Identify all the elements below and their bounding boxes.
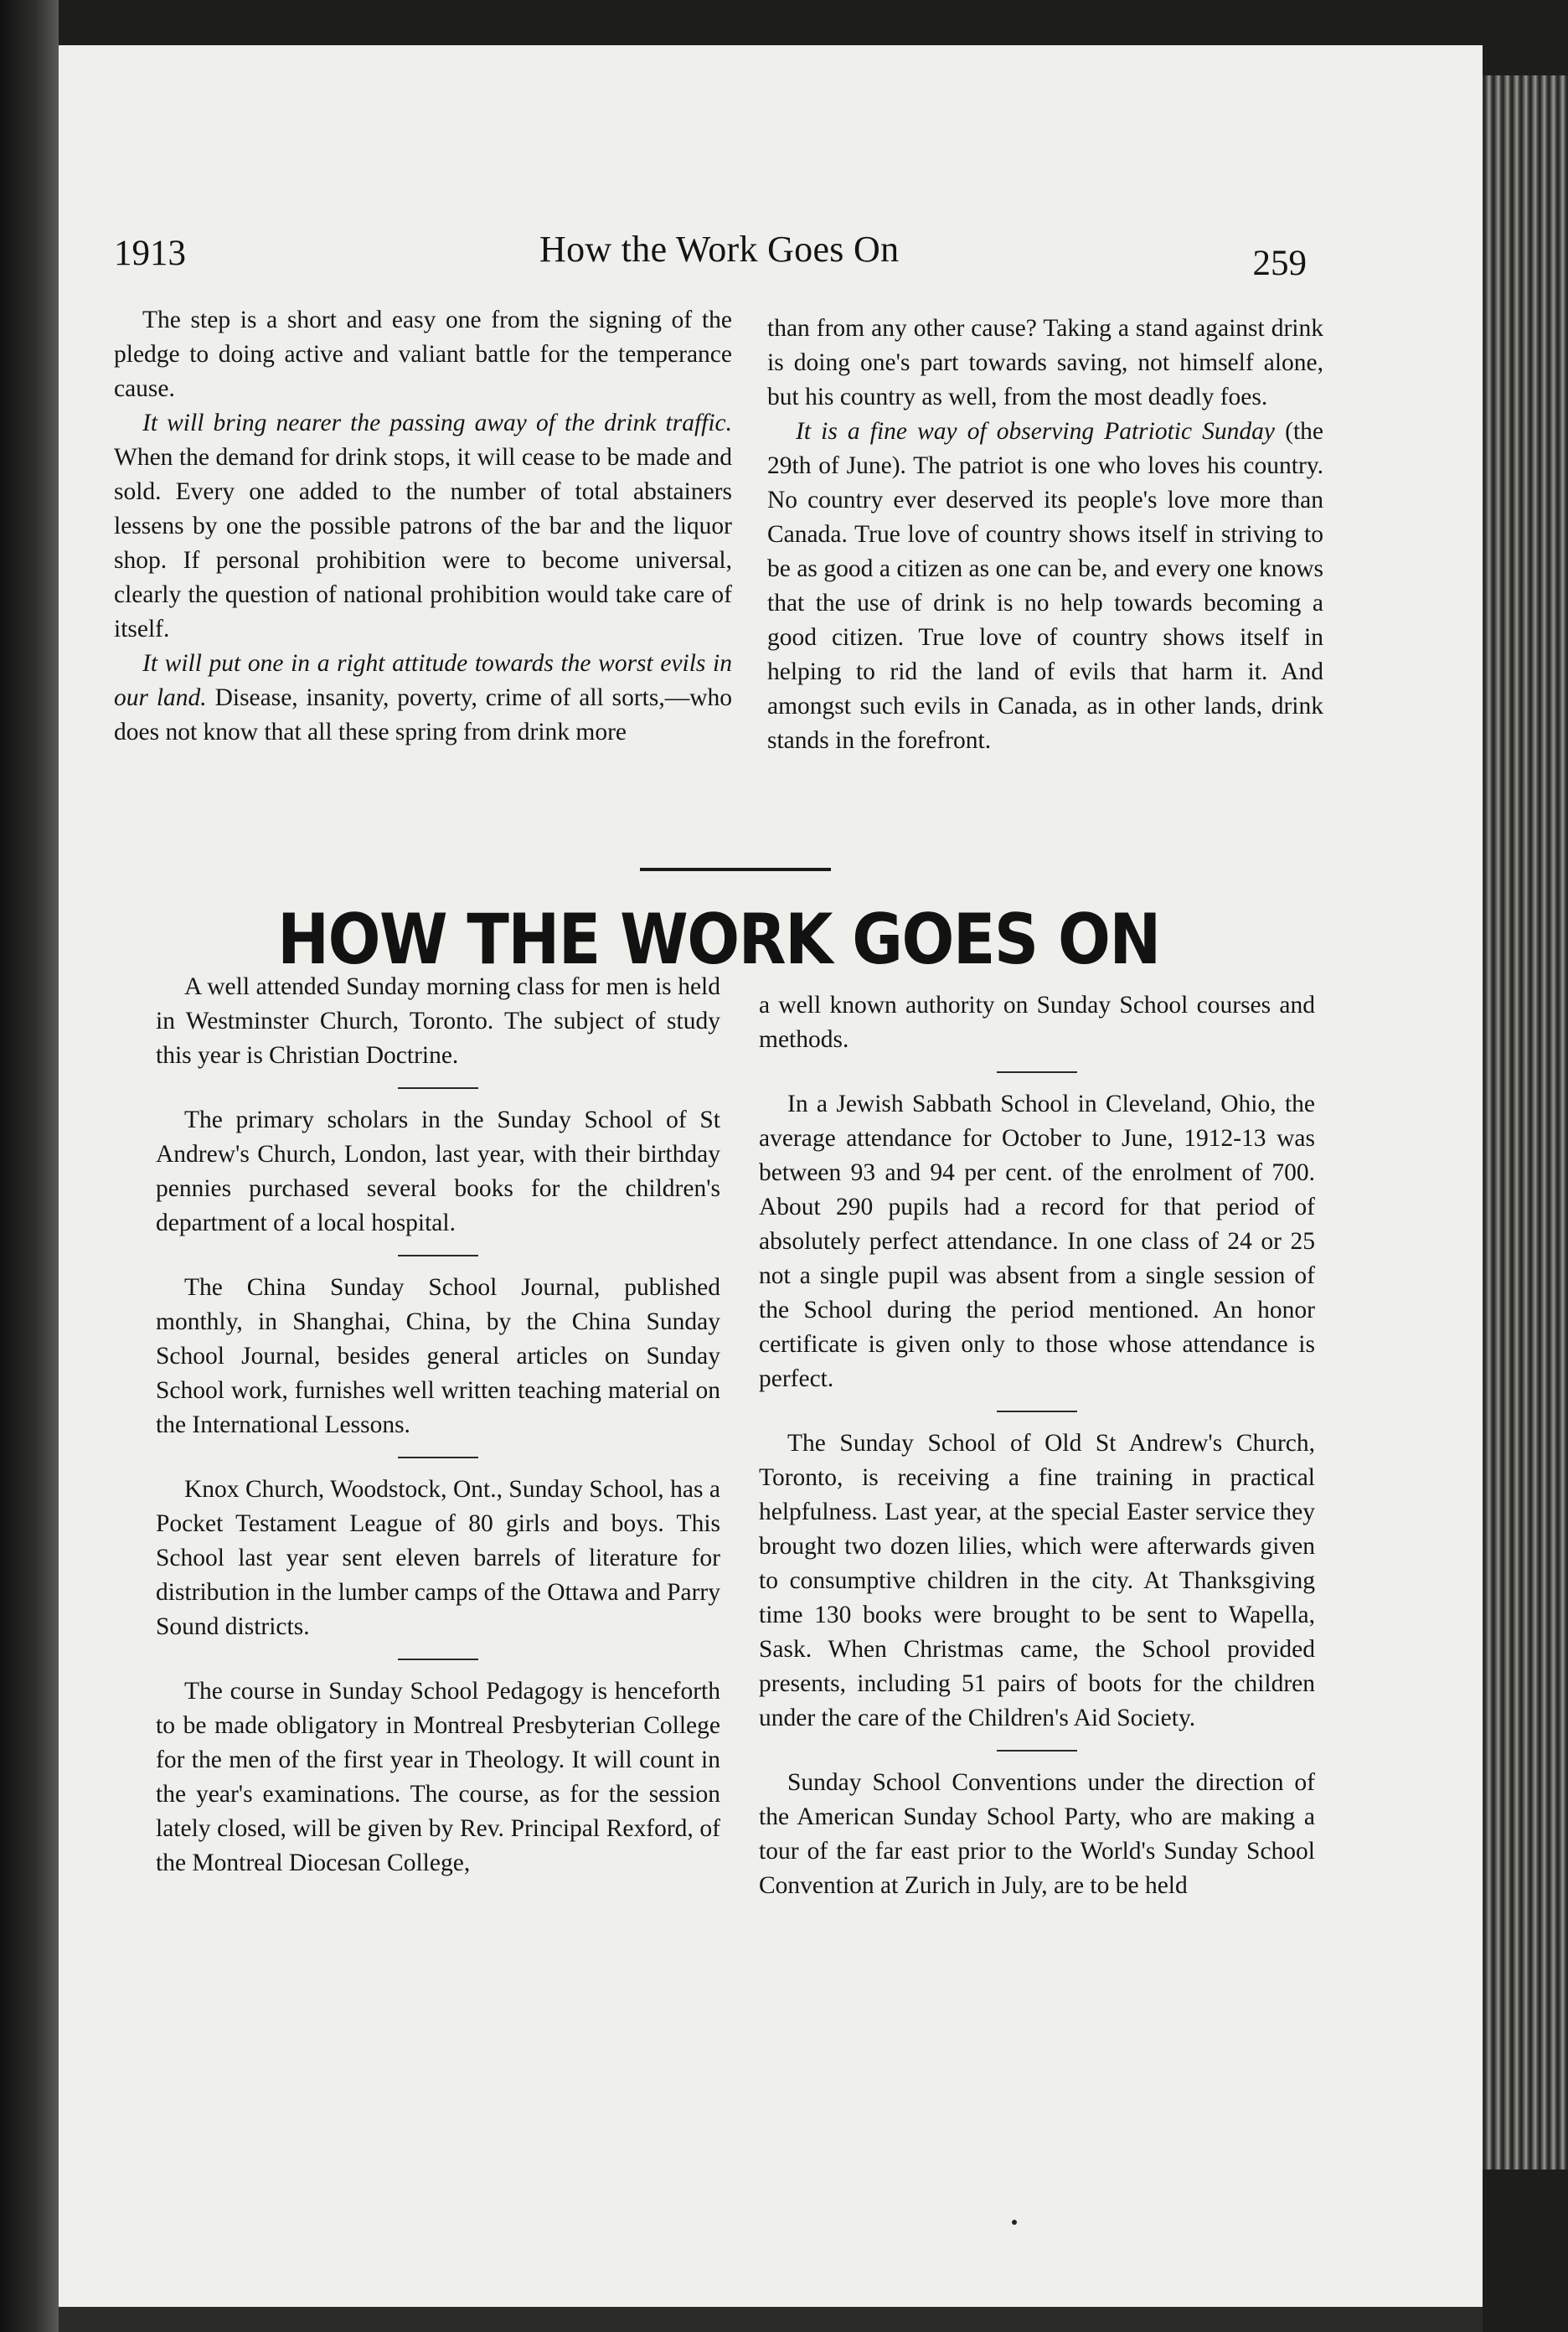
top-left-column [114,303,732,750]
paragraph: The step is a short and easy one from the signing of the pledge to doing active and valiant battle for the temperance cause. [114,307,732,402]
italic-lead: It is a fine way of observing Patriotic Sunday [796,418,1276,445]
paragraph: The primary scholars in the Sunday School of St Andrew's Church, London, last year, with their birthday pennies purchased several books for the children's department of a local hospital. [156,1107,720,1236]
item-separator [156,1442,720,1473]
item-separator [156,1073,720,1103]
paragraph: The course in Sunday School Pedagogy is henceforth to be made obligatory in Montreal Presbyterian College for the men of the first year in Theology. It will count in the year's examinations. The course, as for the session lately closed, will be given by Rev. Principal Rexford, of the Montreal Diocesan College, [156,1678,720,1876]
item-separator [759,1736,1315,1766]
paragraph [114,647,732,750]
page-number: 259 [1252,244,1307,283]
paragraph-text: Disease, insanity, poverty, crime of all sorts,—who does not know that all these spring from drink more [114,684,732,746]
paragraph-text: (the 29th of June). The patriot is one who loves his country. No country ever deserved its people's love more than Canada. True love of country shows itself in striving to be as good a citizen as one can be, and every one knows that the use of drink is no help towards becoming a good citizen. True love of country shows itself in helping to rid the land of evils that harm it. And amongst such evils in Canada, as in other lands, drink stands in the forefront. [767,418,1323,754]
paragraph: Knox Church, Woodstock, Ont., Sunday School, has a Pocket Testament League of 80 girls and boys. This School last year sent eleven barrels of literature for distribution in the lumber camps of the Ottawa and Parry Sound districts. [156,1476,720,1640]
paragraph: than from any other cause? Taking a stand against drink is doing one's part towards saving, not himself alone, but his country as well, from the most deadly foes. [767,315,1323,410]
italic-lead: It will put one in a right attitude towards the worst evils in our land. [114,650,732,711]
item-separator [156,1644,720,1674]
top-right-column [767,312,1323,758]
paragraph: a well known authority on Sunday School courses and methods. [759,992,1315,1053]
item-separator [759,1396,1315,1427]
paragraph [767,415,1323,758]
book-gutter-shadow [0,0,59,2332]
running-header [114,214,1307,283]
bottom-left-column [156,970,720,1881]
header-year: 1913 [114,234,186,273]
header-running-title: How the Work Goes On [539,229,900,270]
paragraph: The China Sunday School Journal, published monthly, in Shanghai, China, by the China Sunday School Journal, besides general articles on Sunday School work, furnishes well written teaching material on the International Lessons. [156,1274,720,1438]
paragraph: The Sunday School of Old St Andrew's Church, Toronto, is receiving a fine training in practical helpfulness. Last year, at the special Easter service they brought two dozen lilies, which were afterwards given to consumptive children in the city. At Thanksgiving time 130 books were brought to be sent to Wapella, Sask. When Christmas came, the School provided presents, including 51 pairs of boots for the children under the care of the Children's Aid Society. [759,1430,1315,1731]
paragraph: In a Jewish Sabbath School in Cleveland, Ohio, the average attendance for October to June, 1912-13 was between 93 and 94 per cent. of the enrolment of 700. About 290 pupils had a record for that period of absolutely perfect attendance. In one class of 24 or 25 not a single pupil was absent from a single session of the School during the period mentioned. An honor certificate is given only to those whose attendance is perfect. [759,1091,1315,1392]
book-page-edges [1476,75,1568,2169]
paragraph [114,406,732,647]
bottom-shadow [59,2307,1483,2332]
section-divider [640,868,831,871]
paragraph: A well attended Sunday morning class for men is held in Westminster Church, Toronto. The subject of study this year is Christian Doctrine. [156,973,720,1069]
italic-lead: It will bring nearer the passing away of the drink traffic. [142,410,732,436]
item-separator [759,1057,1315,1087]
paragraph-text: When the demand for drink stops, it will cease to be made and sold. Every one added to the number of total abstainers lessens by one the possible patrons of the bar and the liquor shop. If personal prohibition were to become universal, clearly the question of national prohibition would take care of itself. [114,444,732,642]
paragraph: Sunday School Conventions under the direction of the American Sunday School Party, who are making a tour of the far east prior to the World's Sunday School Convention at Zurich in July, are to be held [759,1769,1315,1899]
item-separator [156,1241,720,1271]
bottom-right-column [759,988,1315,1903]
print-speck [1012,2220,1017,2225]
section-title: HOW THE WORK GOES ON [277,900,1160,981]
